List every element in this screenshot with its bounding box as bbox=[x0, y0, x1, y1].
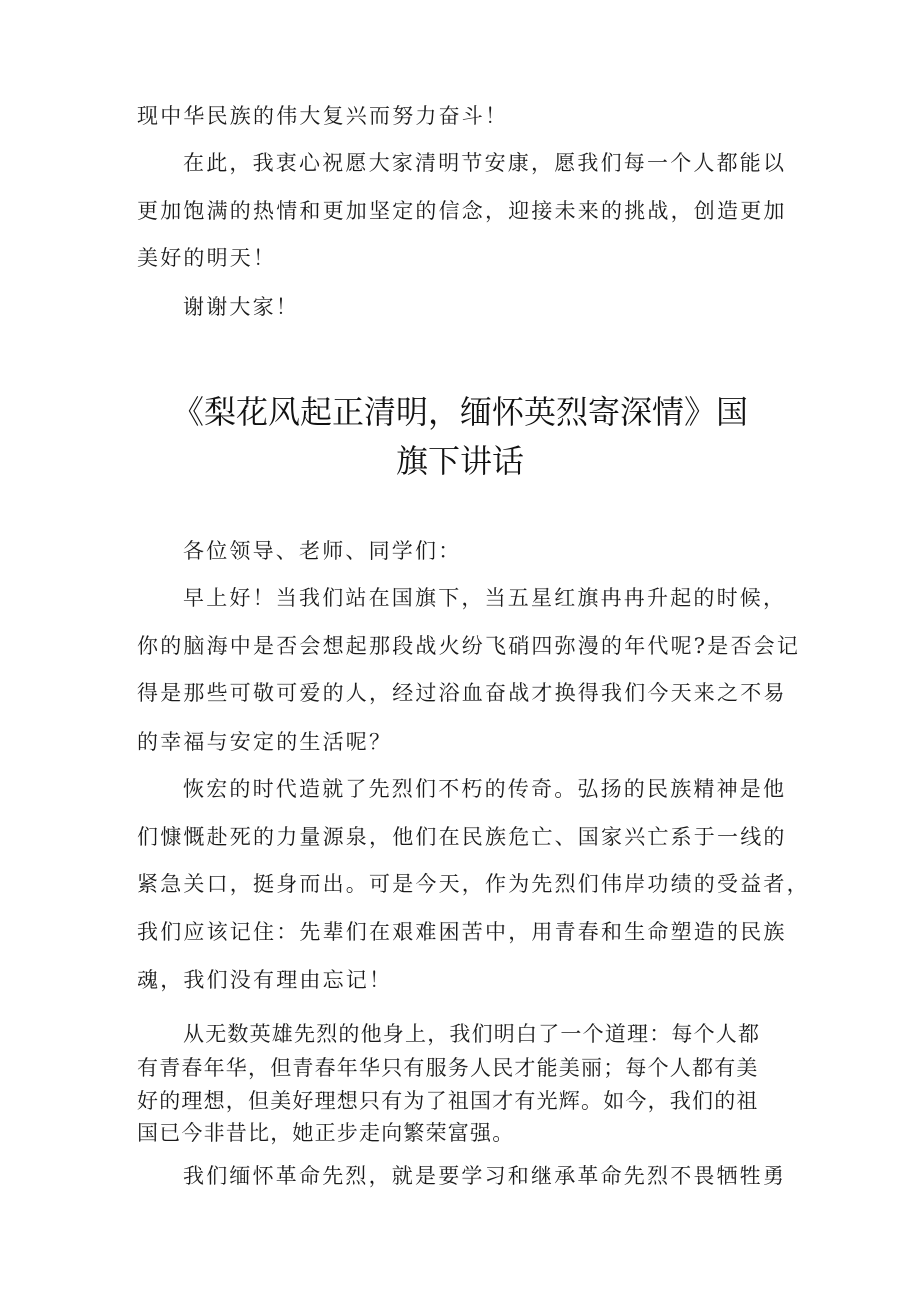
text-line: 现中华民族的伟大复兴而努力奋斗！ bbox=[137, 104, 509, 128]
text-line: 们慷慨赴死的力量源泉，他们在民族危亡、国家兴亡系于一线的 bbox=[137, 825, 787, 849]
text-line: 有青春年华，但青春年华只有服务人民才能美丽；每个人都有美 bbox=[137, 1056, 759, 1080]
text-line: 的幸福与安定的生活呢？ bbox=[137, 730, 393, 754]
text-line: 得是那些可敬可爱的人，经过浴血奋战才换得我们今天来之不易 bbox=[137, 681, 787, 705]
paragraph-first-line: 从无数英雄先烈的他身上，我们明白了一个道理：每个人都 bbox=[183, 1022, 761, 1046]
text-line: 我们应该记住：先辈们在艰难困苦中，用青春和生命塑造的民族 bbox=[137, 920, 787, 944]
text-line: 你的脑海中是否会想起那段战火纷飞硝四弥漫的年代呢?是否会记 bbox=[137, 634, 801, 658]
paragraph-first-line: 早上好！当我们站在国旗下，当五星红旗冉冉升起的时候， bbox=[183, 586, 787, 610]
speech-title-line-1: 《梨花风起正清明，缅怀英烈寄深情》国 bbox=[171, 393, 748, 431]
text-line: 国已今非昔比，她正步走向繁荣富强。 bbox=[137, 1121, 515, 1145]
text-line: 好的理想，但美好理想只有为了祖国才有光辉。如今，我们的祖 bbox=[137, 1089, 759, 1113]
text-line: 紧急关口，挺身而出。可是今天，作为先烈们伟岸功绩的受益者， bbox=[137, 872, 810, 896]
paragraph-first-line: 我们缅怀革命先烈，就是要学习和继承革命先烈不畏牺牲勇 bbox=[183, 1164, 787, 1188]
text-line: 魂，我们没有理由忘记！ bbox=[137, 968, 393, 992]
text-line: 更加饱满的热情和更加坚定的信念，迎接未来的挑战，创造更加 bbox=[137, 199, 787, 223]
paragraph-first-line: 在此，我衷心祝愿大家清明节安康，愿我们每一个人都能以 bbox=[183, 151, 787, 175]
text-line: 美好的明天！ bbox=[137, 246, 277, 270]
paragraph-first-line: 恢宏的时代造就了先烈们不朽的传奇。弘扬的民族精神是他 bbox=[183, 777, 787, 801]
paragraph-first-line: 谢谢大家！ bbox=[183, 295, 299, 319]
speech-title-line-2: 旗下讲话 bbox=[395, 442, 524, 480]
salutation: 各位领导、老师、同学们： bbox=[183, 539, 462, 563]
